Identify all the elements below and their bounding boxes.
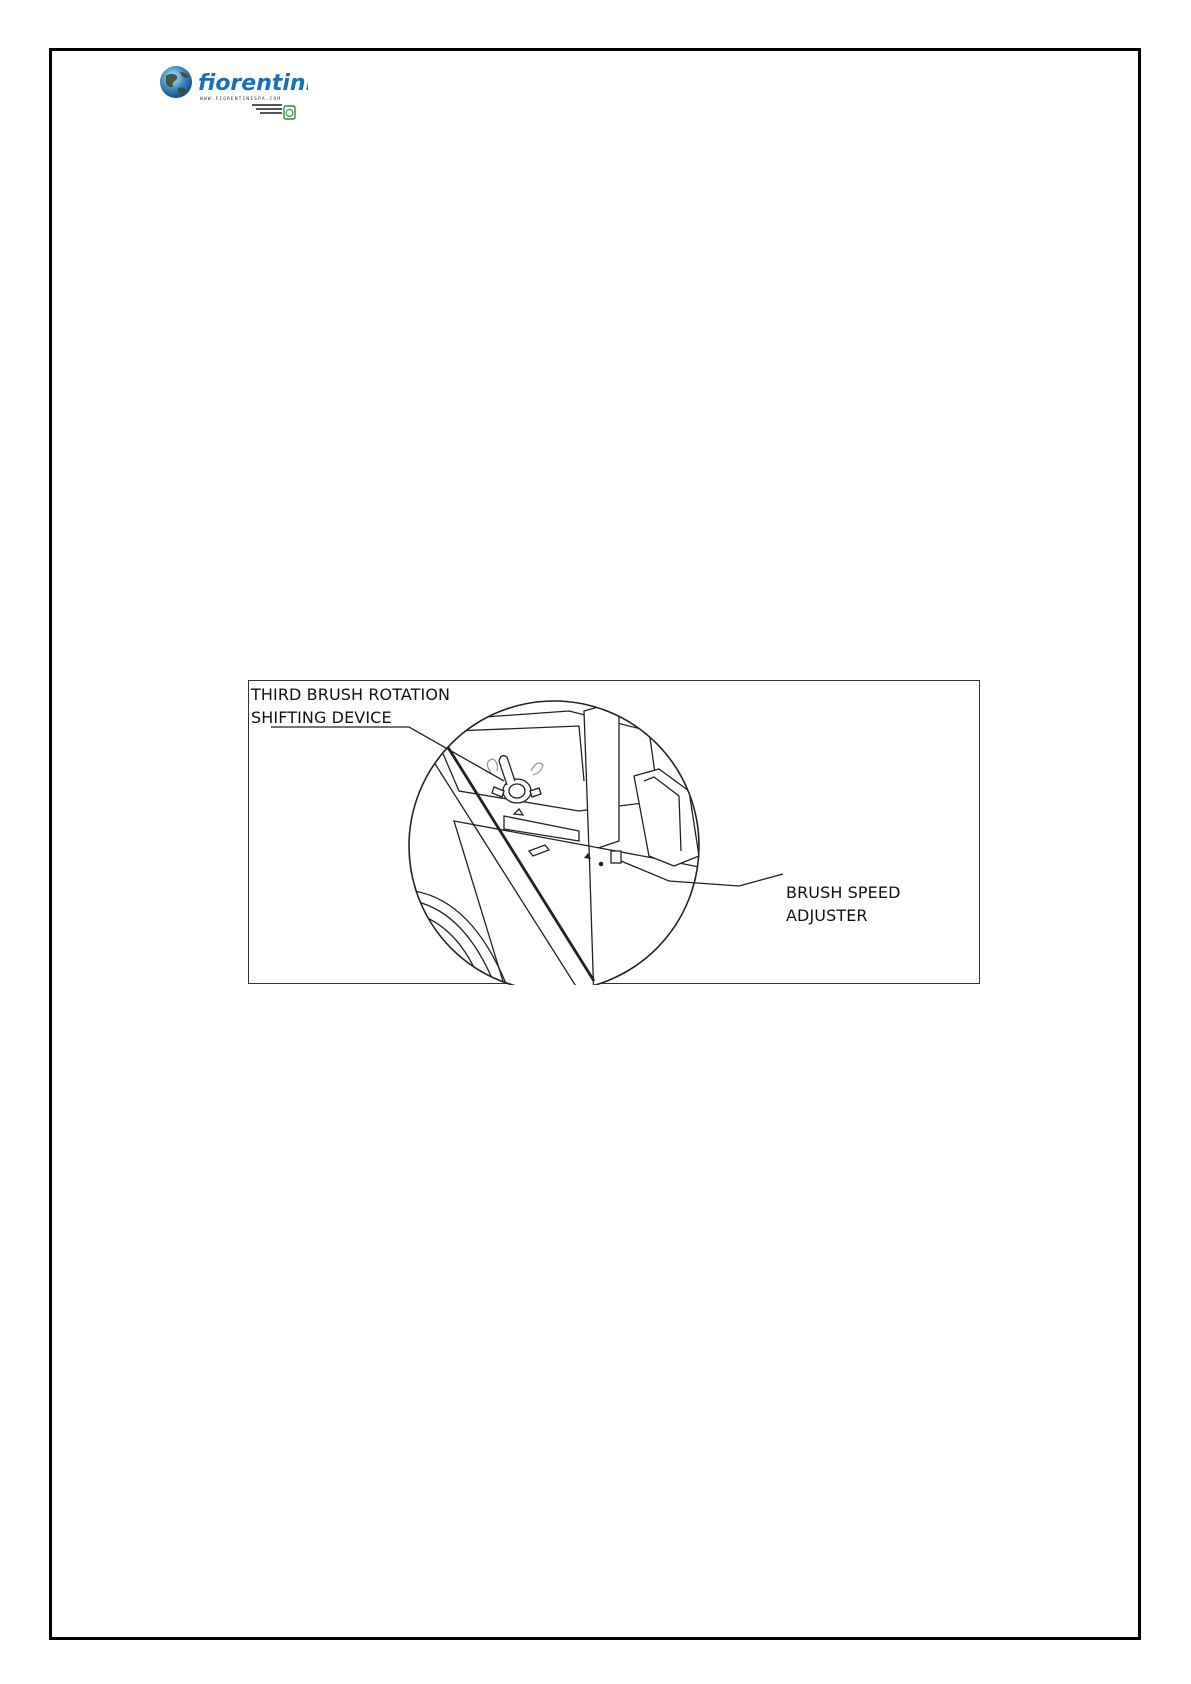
- callout-brush-speed-adjuster: [786, 881, 901, 927]
- callout-brush-speed-line2: ADJUSTER: [786, 906, 868, 925]
- brush-adjuster-figure: [248, 680, 980, 984]
- logo-wordmark: fiorentini: [198, 71, 308, 96]
- company-logo: [158, 62, 308, 126]
- callout-third-brush-line1: THIRD BRUSH ROTATION: [251, 685, 451, 704]
- callout-third-brush-line2: SHIFTING DEVICE: [251, 708, 392, 727]
- callout-brush-speed-line1: BRUSH SPEED: [786, 883, 901, 902]
- globe-logo-icon: [158, 62, 308, 126]
- logo-url: WWW.FIORENTINISPA.COM: [200, 97, 282, 102]
- callout-third-brush-rotation: [251, 683, 450, 729]
